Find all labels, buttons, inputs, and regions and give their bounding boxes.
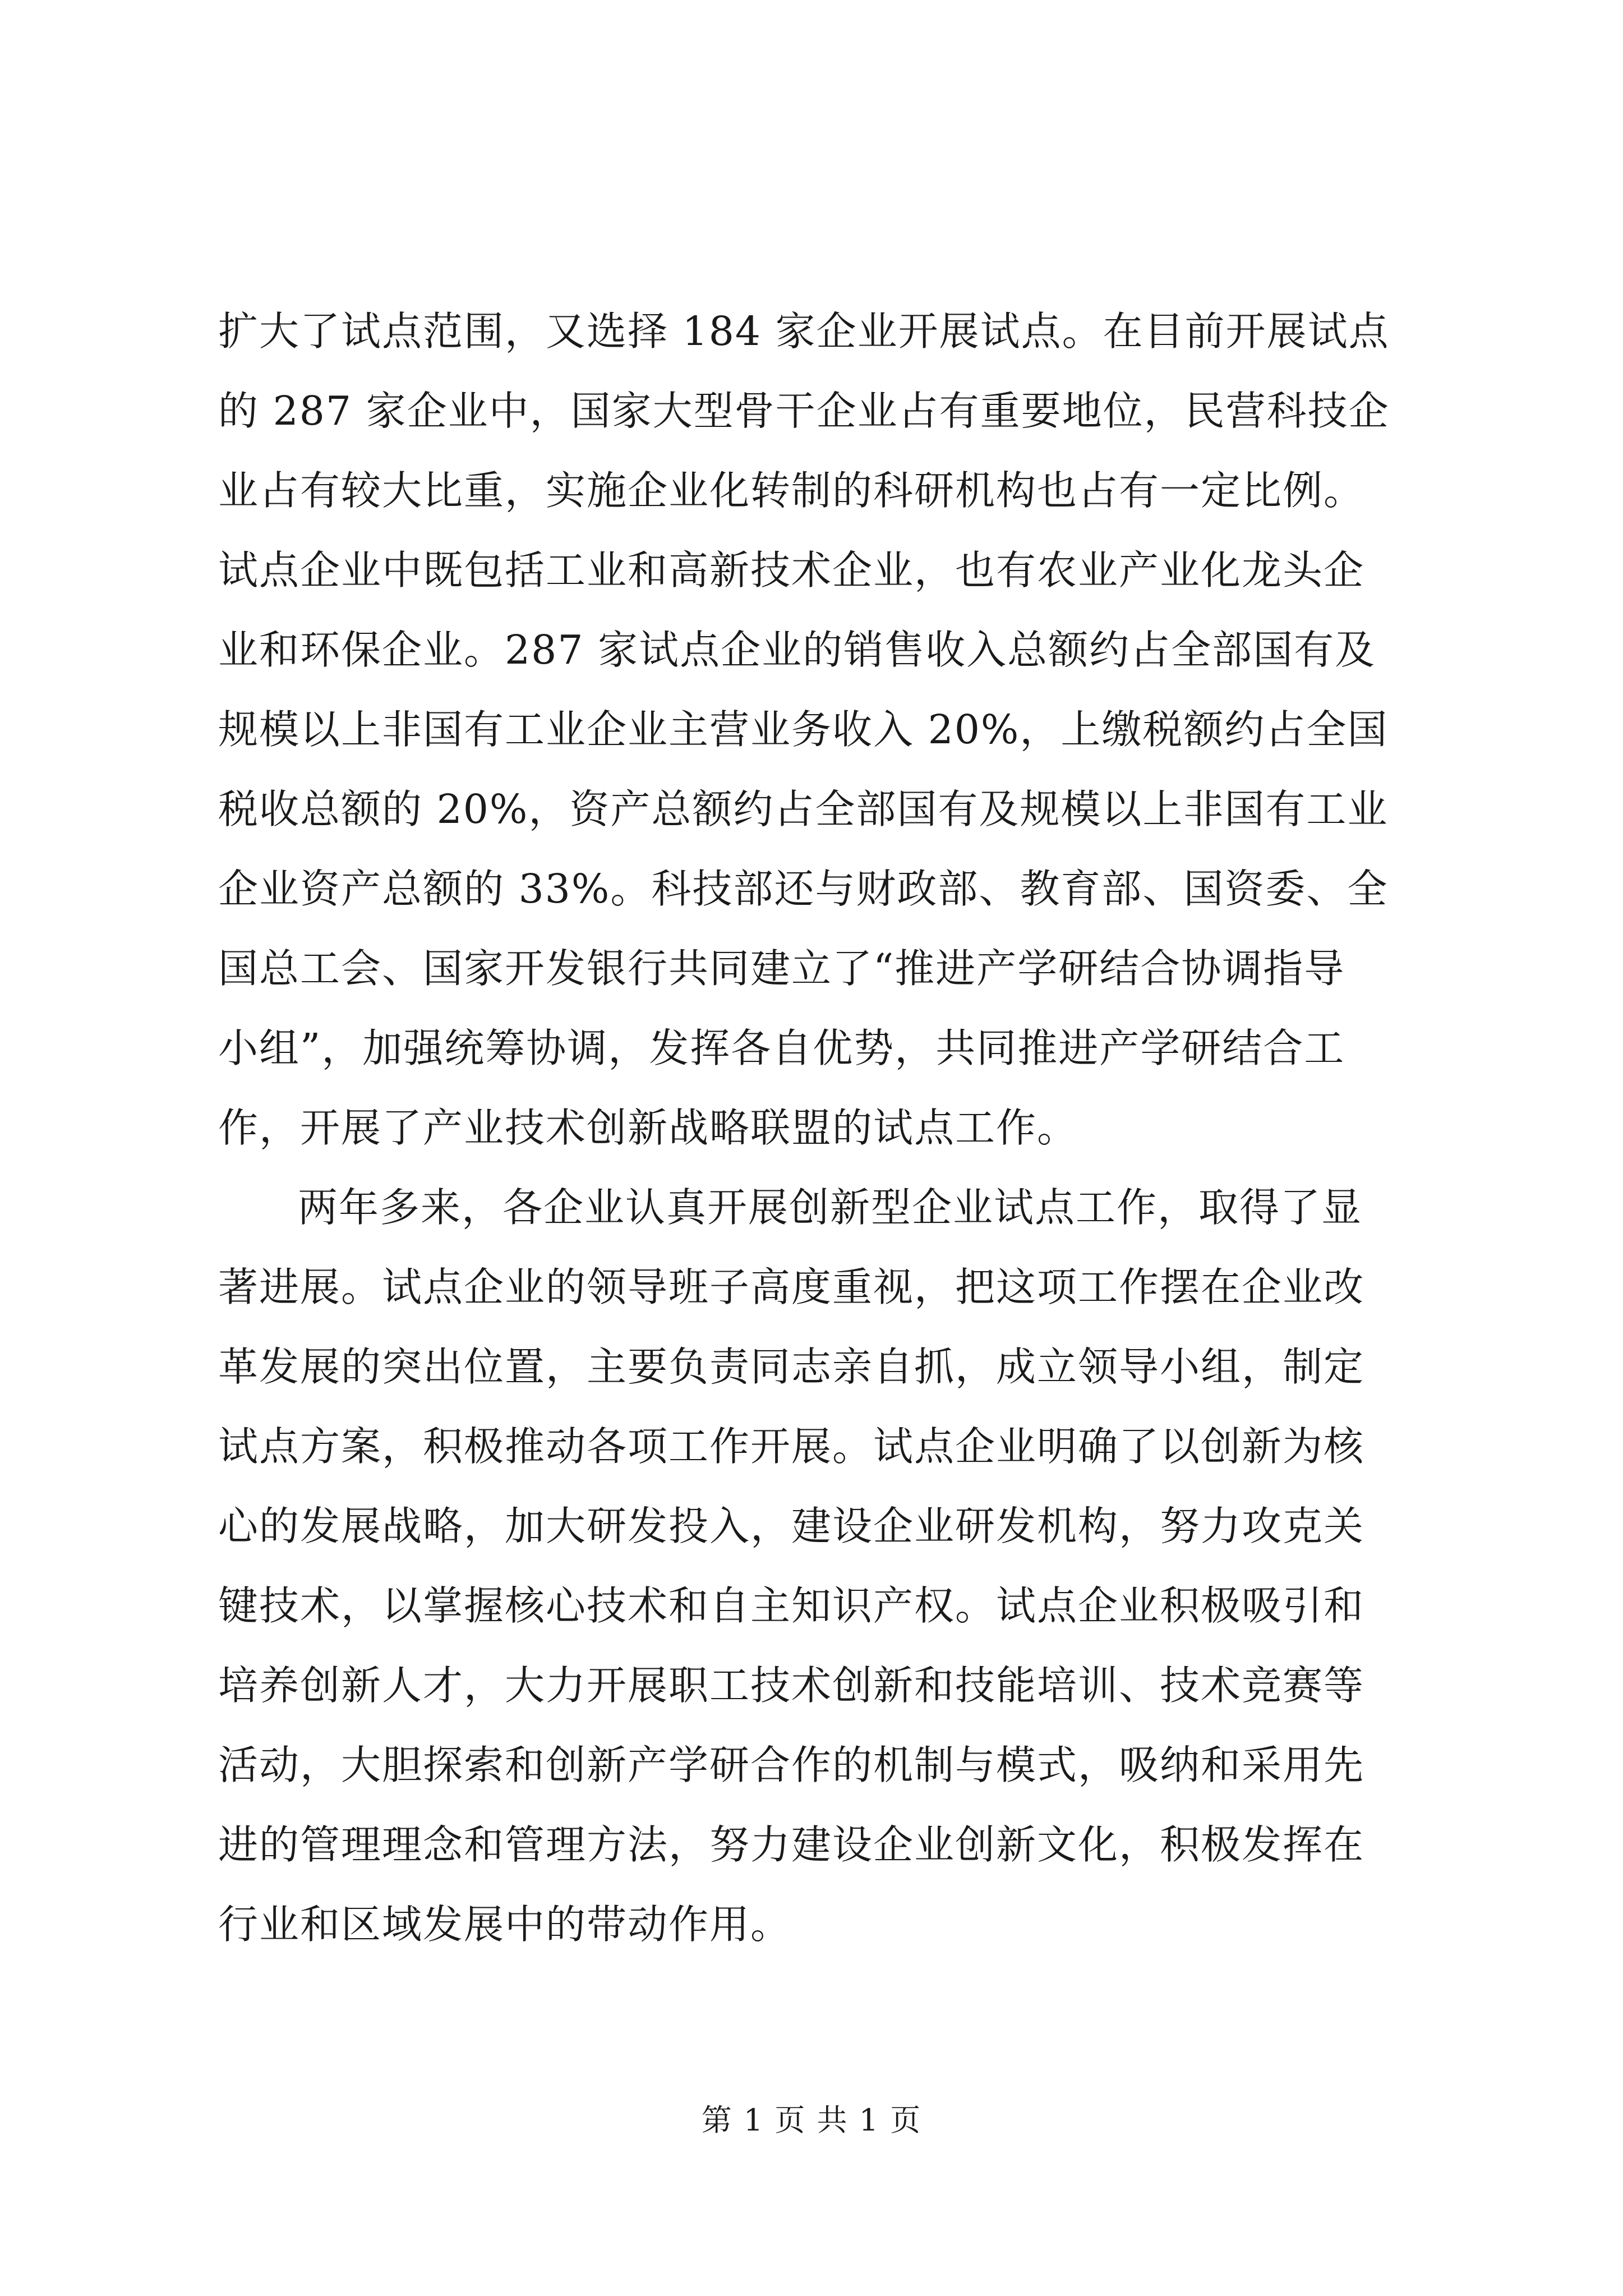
paragraph-line: 心的发展战略，加大研发投入，建设企业研发机构，努力攻克关 [218, 1503, 1365, 1549]
paragraph-line: 作，开展了产业技术创新战略联盟的试点工作。 [218, 1105, 1078, 1151]
paragraph-line: 的 287 家企业中，国家大型骨干企业占有重要地位，民营科技企 [218, 388, 1390, 434]
paragraph-line: 小组”，加强统筹协调，发挥各自优势，共同推进产学研结合工 [218, 1025, 1345, 1071]
paragraph-line: 业和环保企业。287 家试点企业的销售收入总额约占全部国有及 [218, 627, 1376, 673]
paragraph-2 [218, 1168, 1413, 1964]
paragraph-line: 试点方案，积极推动各项工作开展。试点企业明确了以创新为核 [218, 1423, 1365, 1470]
paragraph-line: 著进展。试点企业的领导班子高度重视，把这项工作摆在企业改 [218, 1264, 1365, 1310]
paragraph-line: 两年多来，各企业认真开展创新型企业试点工作，取得了显 [298, 1184, 1363, 1231]
paragraph-line: 培养创新人才，大力开展职工技术创新和技能培训、技术竞赛等 [218, 1662, 1365, 1709]
paragraph-1 [218, 292, 1413, 1168]
paragraph-line: 扩大了试点范围，又选择 184 家企业开展试点。在目前开展试点 [218, 308, 1390, 355]
paragraph-line: 键技术，以掌握核心技术和自主知识产权。试点企业积极吸引和 [218, 1582, 1365, 1629]
document-body [218, 292, 1413, 1964]
paragraph-line: 企业资产总额的 33%。科技部还与财政部、教育部、国资委、全 [218, 866, 1389, 912]
paragraph-line: 国总工会、国家开发银行共同建立了“推进产学研结合协调指导 [218, 945, 1345, 992]
paragraph-line: 试点企业中既包括工业和高新技术企业，也有农业产业化龙头企 [218, 547, 1365, 593]
page-footer: 第 1 页 共 1 页 [701, 2102, 922, 2138]
paragraph-line: 进的管理理念和管理方法，努力建设企业创新文化，积极发挥在 [218, 1821, 1365, 1868]
paragraph-line: 规模以上非国有工业企业主营业务收入 20%，上缴税额约占全国 [218, 706, 1389, 753]
paragraph-line: 业占有较大比重，实施企业化转制的科研机构也占有一定比例。 [218, 467, 1365, 514]
paragraph-line: 税收总额的 20%，资产总额约占全部国有及规模以上非国有工业 [218, 786, 1389, 832]
paragraph-line: 行业和区域发展中的带动作用。 [218, 1901, 792, 1948]
paragraph-line: 革发展的突出位置，主要负责同志亲自抓，成立领导小组，制定 [218, 1343, 1365, 1390]
paragraph-line: 活动，大胆探索和创新产学研合作的机制与模式，吸纳和采用先 [218, 1742, 1365, 1788]
